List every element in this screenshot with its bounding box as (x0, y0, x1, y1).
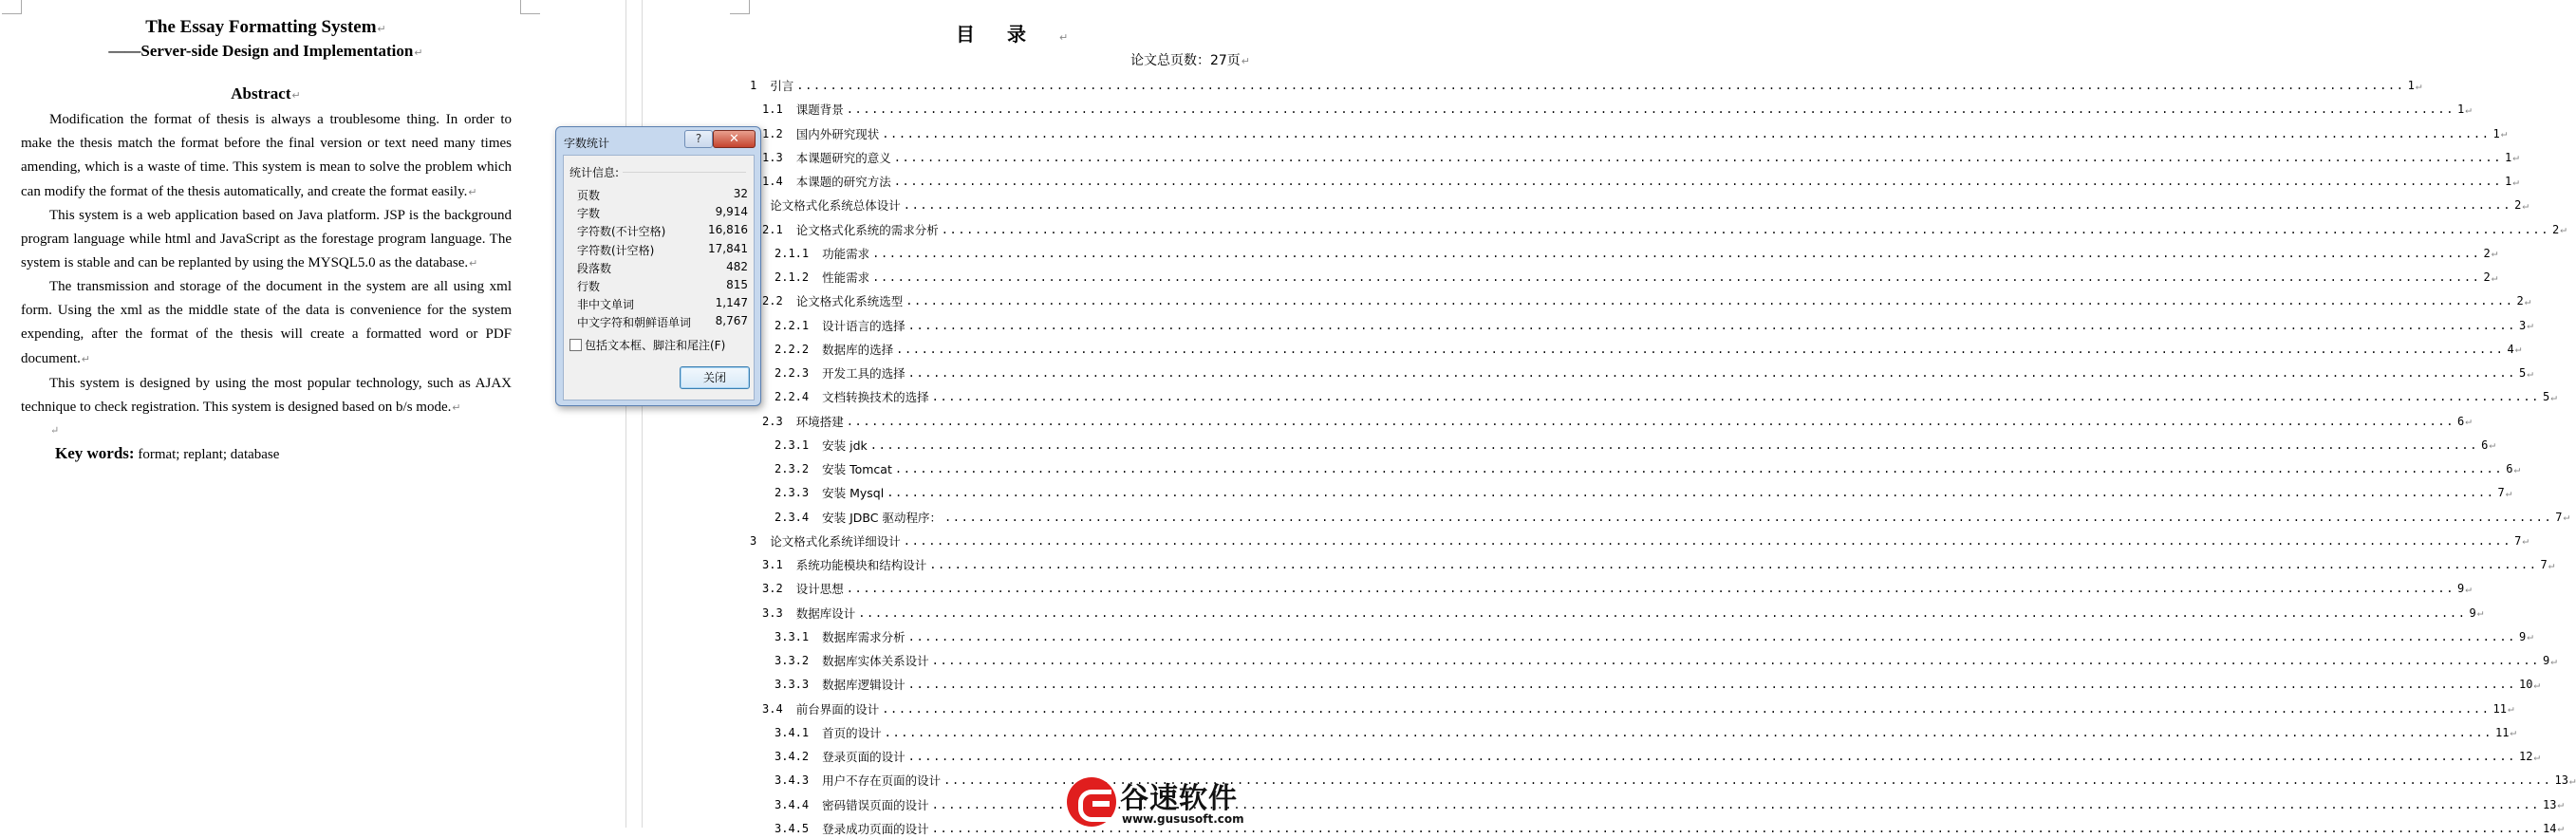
toc-entry-text: 环境搭建 (795, 414, 844, 429)
toc-leader-dots (942, 223, 2549, 236)
paragraph-mark: ↵ (2533, 750, 2541, 763)
toc-entry-text: 引言 (770, 79, 794, 93)
toc-entry-page: 6 (2506, 462, 2513, 475)
paragraph-mark: ↵ (2507, 702, 2514, 715)
toc-leader-dots (908, 630, 2516, 643)
toc-entry-page: 2 (2483, 246, 2491, 260)
toc-entry[interactable] (643, 483, 2512, 502)
toc-entry-page: 10 (2518, 678, 2533, 692)
toc-entry-text: 安装 jdk (822, 438, 868, 453)
toc-entry-number: 2.3.3 (775, 486, 810, 500)
paragraph-mark: ↵ (2513, 462, 2521, 475)
toc-entry-text: 数据库设计 (795, 605, 856, 621)
toc-leader-dots (908, 750, 2516, 763)
statistic-value: 815 (726, 278, 748, 291)
toc-entry-number: 3.4.1 (775, 725, 810, 739)
toc-entry-number: 3.3 (762, 605, 783, 620)
crop-mark-top-right (520, 0, 540, 14)
toc-entry-text: 数据库逻辑设计 (822, 678, 905, 693)
toc-entry[interactable] (643, 675, 2541, 694)
toc-entry-text: 本课题的研究方法 (795, 175, 891, 189)
toc-entry-text: 文档转换技术的选择 (822, 390, 929, 405)
toc-entry-page: 2 (2514, 198, 2522, 213)
toc-leader-dots (905, 294, 2513, 307)
toc-entry-text: 课题背景 (795, 102, 844, 118)
paragraph-mark: ↵ (2557, 822, 2565, 835)
statistic-value: 17,841 (708, 241, 748, 255)
paragraph-mark: ↵ (2524, 294, 2531, 307)
toc-entry-number: 2.2.4 (775, 390, 810, 404)
keywords-label: Key words: (55, 444, 135, 462)
toc-entry[interactable] (643, 508, 2570, 527)
toc-entry-page: 12 (2518, 750, 2533, 763)
paragraph-mark: ↵ (2491, 270, 2498, 284)
toc-entry-text: 本课题研究的意义 (795, 150, 891, 165)
toc-entry-number: 2.2.1 (775, 318, 810, 332)
toc-leader-dots (847, 582, 2455, 595)
statistic-row (577, 242, 748, 260)
toc-entry-page: 1 (2492, 126, 2500, 140)
toc-entry-number: 2.3.1 (775, 438, 810, 452)
toc-entry-text: 设计语言的选择 (822, 318, 905, 333)
statistic-label: 段落数 (577, 261, 612, 275)
watermark-logo (1067, 771, 1254, 828)
paragraph-mark: ↵ (2557, 798, 2565, 810)
paragraph-mark: ↵ (2522, 534, 2529, 548)
toc-leader-dots (904, 534, 2511, 548)
toc-entry[interactable] (643, 699, 2514, 718)
toc-entry-page: 9 (2469, 605, 2476, 620)
toc-leader-dots (847, 415, 2455, 428)
crop-mark-top-left (2, 0, 22, 14)
document-subtitle: ——Server-side Design and Implementation↵ (108, 42, 423, 60)
toc-entry-page: 4 (2507, 342, 2514, 356)
keywords-line (55, 444, 279, 463)
toc-entry-text: 用户不存在页面的设计 (822, 773, 942, 789)
paragraph-mark: ↵ (2465, 102, 2472, 116)
toc-entry-page: 1 (2505, 175, 2512, 188)
toc-entry[interactable] (643, 579, 2472, 598)
paragraph-mark: ↵ (2415, 79, 2422, 92)
toc-entry[interactable] (643, 459, 2521, 478)
paragraph-mark: ↵ (2550, 390, 2557, 403)
toc-entry-number: 3.3.1 (775, 629, 810, 643)
toc-entry-text: 论文格式化系统详细设计 (770, 533, 901, 549)
paragraph-mark: ↵ (2512, 151, 2519, 164)
paragraph-mark: ↵ (2527, 630, 2533, 643)
toc-leader-dots (932, 390, 2540, 403)
toc-entry-number: 3 (750, 533, 757, 548)
paragraph-mark: ↵ (2560, 223, 2567, 235)
paragraph-mark: ↵ (2500, 127, 2508, 140)
toc-entry[interactable] (643, 555, 2555, 574)
keywords-value: format; replant; database (138, 447, 280, 462)
toc-entry-text: 安装 Mysql (822, 486, 885, 501)
statistic-row (577, 187, 748, 205)
toc-entry-text: 密码错误页面的设计 (822, 797, 929, 812)
statistic-row (577, 260, 748, 278)
paragraph-mark: ↵ (2512, 175, 2519, 188)
page-gutter (625, 0, 643, 828)
toc-leader-dots (887, 486, 2494, 499)
toc-leader-dots (872, 270, 2480, 284)
toc-entry-number: 3.2 (762, 582, 783, 596)
toc-leader-dots (872, 247, 2480, 260)
toc-entry-number: 2.3.2 (775, 462, 810, 475)
paragraph-mark: ↵ (2550, 654, 2557, 667)
paragraph-mark: ↵ (2465, 415, 2472, 427)
toc-total-pages: 论文总页数：27页↵ (1129, 53, 1250, 68)
paragraph-mark: ↵ (2476, 606, 2484, 619)
toc-entry-number: 1.4 (762, 175, 783, 188)
toc-entry-text: 数据库的选择 (822, 342, 894, 357)
toc-entry-page: 3 (2518, 318, 2527, 332)
toc-entry-text: 论文格式化系统总体设计 (770, 198, 901, 214)
paragraph-mark: ↵ (2505, 486, 2512, 499)
brand-logo-icon (1067, 777, 1116, 827)
statistic-row (577, 278, 748, 296)
toc-entry-number: 3.4.5 (775, 821, 810, 835)
toc-entry-number: 3.4 (762, 701, 783, 716)
paragraph-mark: ↵ (2465, 582, 2472, 595)
toc-entry-number: 3.4.4 (775, 797, 810, 811)
toc-entry[interactable] (643, 747, 2541, 766)
statistic-value: 9,914 (715, 205, 748, 219)
toc-entry-page: 11 (2494, 725, 2510, 739)
toc-leader-dots (904, 198, 2511, 212)
statistic-label: 行数 (577, 280, 601, 293)
statistic-value: 8,767 (715, 314, 748, 328)
paragraph-mark: ↵ (2527, 366, 2533, 380)
toc-entry-number: 1.2 (762, 126, 783, 140)
toc-entry-number: 1.1 (762, 102, 783, 117)
toc-entry-number: 2.2.3 (775, 366, 810, 380)
toc-entry-text: 数据库实体关系设计 (822, 654, 929, 668)
toc-entry[interactable] (643, 436, 2495, 455)
toc-entry-text: 登录页面的设计 (822, 750, 905, 764)
toc-entry-text: 数据库需求分析 (822, 629, 905, 644)
statistic-label: 字数 (577, 207, 601, 221)
toc-entry-number: 2.1.2 (775, 270, 810, 284)
toc-entry-page: 1 (2457, 102, 2465, 117)
toc-entry-page: 9 (2457, 582, 2465, 596)
group-divider (623, 172, 746, 173)
toc-entry-text: 开发工具的选择 (822, 366, 905, 381)
close-icon[interactable]: ✕ (713, 130, 756, 148)
toc-entry-text: 系统功能模块和结构设计 (795, 558, 927, 572)
toc-entry-page: 9 (2518, 629, 2527, 643)
toc-entry-text: 设计思想 (795, 582, 844, 597)
toc-leader-dots (894, 175, 2502, 188)
document-page-toc (643, 0, 2576, 836)
paragraph-mark: ↵ (2489, 438, 2495, 452)
toc-entry-number: 3.1 (762, 558, 783, 571)
toc-leader-dots (944, 511, 2552, 524)
statistic-label: 字符数(不计空格) (577, 225, 666, 239)
toc-entry-page: 5 (2542, 390, 2550, 404)
toc-entry-text: 前台界面的设计 (795, 701, 880, 717)
toc-leader-dots (894, 151, 2502, 164)
paragraph-mark: ↵ (50, 424, 60, 437)
toc-entry[interactable] (643, 76, 2422, 95)
paragraph-mark: ↵ (2533, 678, 2541, 691)
toc-entry-page: 2 (2516, 294, 2524, 308)
statistic-row (577, 314, 748, 332)
paragraph-mark: ↵ (2514, 343, 2522, 356)
abstract-paragraph: This system is a web application based on Java platform. JSP is the background program language while html and JavaScript as the forestage program language. The system is stable and can be replanted by using the MYSQL5.0 as the database.↵ (21, 208, 512, 271)
toc-leader-dots (929, 558, 2537, 571)
toc-entry-text: 安装 JDBC 驱动程序： (822, 510, 942, 525)
statistic-row (577, 296, 748, 314)
toc-entry-number: 2.1.1 (775, 246, 810, 260)
toc-entry-text: 功能需求 (822, 246, 870, 261)
toc-entry-page: 7 (2497, 486, 2505, 500)
document-title: The Essay Formatting System↵ (145, 17, 386, 37)
toc-leader-dots (847, 102, 2455, 116)
paragraph-mark: ↵ (2522, 198, 2529, 212)
statistic-value: 32 (733, 187, 748, 200)
toc-entry[interactable] (643, 651, 2557, 670)
watermark-url: www.gususoft.com (1122, 812, 1244, 826)
toc-entry-number: 3.3.2 (775, 654, 810, 667)
toc-entry[interactable] (643, 723, 2517, 742)
paragraph-mark: ↵ (2568, 773, 2576, 787)
toc-title: 目录↵ (956, 23, 1069, 46)
toc-entry-page: 14 (2542, 821, 2557, 835)
close-button[interactable]: 关闭 (680, 366, 750, 389)
toc-leader-dots (908, 319, 2516, 332)
paragraph-mark: ↵ (2510, 726, 2517, 739)
toc-entry-number: 2.2.2 (775, 342, 810, 356)
statistic-value: 482 (726, 259, 748, 273)
toc-entry-number: 3.4.2 (775, 750, 810, 763)
toc-entry-text: 国内外研究现状 (795, 126, 880, 141)
toc-entry[interactable] (643, 627, 2533, 646)
toc-leader-dots (885, 726, 2492, 739)
statistic-row (577, 205, 748, 223)
toc-entry-text: 首页的设计 (822, 725, 882, 740)
statistics-group-label: 统计信息: (569, 166, 620, 179)
help-icon[interactable]: ? (684, 130, 713, 148)
toc-entry-text: 性能需求 (822, 270, 870, 285)
statistic-value: 16,816 (708, 223, 748, 237)
toc-entry-page: 6 (2481, 438, 2489, 452)
toc-entry-page: 1 (2407, 79, 2415, 92)
abstract-paragraph: Modification the format of thesis is always a troublesome thing. In order to make the thesis match the format before the final version or text need many times amending, which is a waste of time. This system is mean to solve the problem which can modify the format of the thesis automatically, and create the format easily.↵ (21, 112, 512, 199)
abstract-heading: Abstract↵ (231, 84, 301, 102)
word-count-dialog[interactable] (555, 126, 761, 406)
toc-leader-dots (895, 462, 2503, 475)
include-textboxes-label[interactable]: 包括文本框、脚注和尾注(F) (585, 339, 726, 352)
toc-entry-page: 11 (2492, 701, 2507, 716)
toc-entry-number: 1 (750, 79, 757, 92)
toc-entry-page: 9 (2542, 654, 2550, 667)
include-textboxes-checkbox[interactable] (569, 339, 582, 351)
toc-entry-number: 2.3.4 (775, 510, 810, 524)
statistic-label: 非中文单词 (577, 298, 635, 312)
toc-entry-page: 2 (2483, 270, 2491, 284)
toc-leader-dots (932, 654, 2540, 667)
abstract-paragraph: The transmission and storage of the document in the system are all using xml form. Using the xml as the middle state of the data is convenience for the system expending, after the format of the thesis will create a formatted word or PDF document.↵ (21, 279, 512, 366)
toc-leader-dots (896, 343, 2504, 356)
abstract-paragraph: This system is designed by using the most popular technology, such as AJAX technique to check registration. This system is designed based on b/s mode.↵ (21, 376, 512, 416)
toc-entry-text: 论文格式化系统选型 (795, 294, 904, 309)
paragraph-mark: ↵ (2491, 247, 2498, 260)
toc-entry-text: 安装 Tomcat (822, 462, 892, 476)
toc-entry[interactable] (643, 412, 2472, 431)
toc-entry-number: 1.3 (762, 150, 783, 164)
toc-entry-number: 3.3.3 (775, 678, 810, 692)
dialog-body (563, 155, 755, 400)
toc-entry-page: 13 (2542, 797, 2557, 811)
paragraph-mark: ↵ (2548, 558, 2555, 571)
toc-entry-page: 6 (2457, 414, 2465, 428)
toc-entry[interactable] (643, 100, 2472, 119)
document-page-abstract (0, 0, 625, 828)
dialog-title: 字数统计 (564, 137, 610, 150)
toc-entry-page: 7 (2555, 510, 2563, 524)
crop-mark-top-left (730, 0, 750, 14)
toc-entry-page: 7 (2514, 533, 2522, 548)
toc-entry-page: 13 (2554, 773, 2568, 788)
toc-entry[interactable] (643, 531, 2529, 550)
toc-leader-dots (908, 366, 2516, 380)
toc-leader-dots (796, 79, 2404, 92)
paragraph-mark: ↵ (2563, 511, 2570, 523)
toc-entry-page: 5 (2518, 366, 2527, 380)
toc-entry-number: 2.1 (762, 222, 783, 236)
statistic-value: 1,147 (715, 296, 748, 310)
toc-entry-page: 2 (2552, 222, 2560, 236)
toc-leader-dots (858, 606, 2466, 620)
watermark-brand: 谷速软件 (1120, 782, 1238, 815)
statistic-label: 页数 (577, 189, 601, 202)
toc-entry-number: 2.2 (762, 294, 783, 308)
toc-entry-number: 2.3 (762, 414, 783, 428)
toc-entry-page: 1 (2505, 150, 2512, 164)
statistic-label: 中文字符和朝鲜语单词 (577, 316, 692, 330)
toc-entry-text: 论文格式化系统的需求分析 (795, 222, 939, 237)
paragraph-mark: ↵ (2527, 319, 2533, 331)
toc-entry-page: 7 (2540, 558, 2548, 571)
statistic-row (577, 223, 748, 241)
statistic-label: 字符数(计空格) (577, 243, 655, 257)
toc-entry-number: 3.4.3 (775, 773, 810, 788)
toc-leader-dots (882, 702, 2490, 716)
toc-leader-dots (882, 127, 2490, 140)
toc-leader-dots (870, 438, 2478, 452)
toc-leader-dots (908, 678, 2516, 691)
toc-entry[interactable] (643, 604, 2484, 623)
toc-entry-text: 登录成功页面的设计 (822, 821, 929, 836)
